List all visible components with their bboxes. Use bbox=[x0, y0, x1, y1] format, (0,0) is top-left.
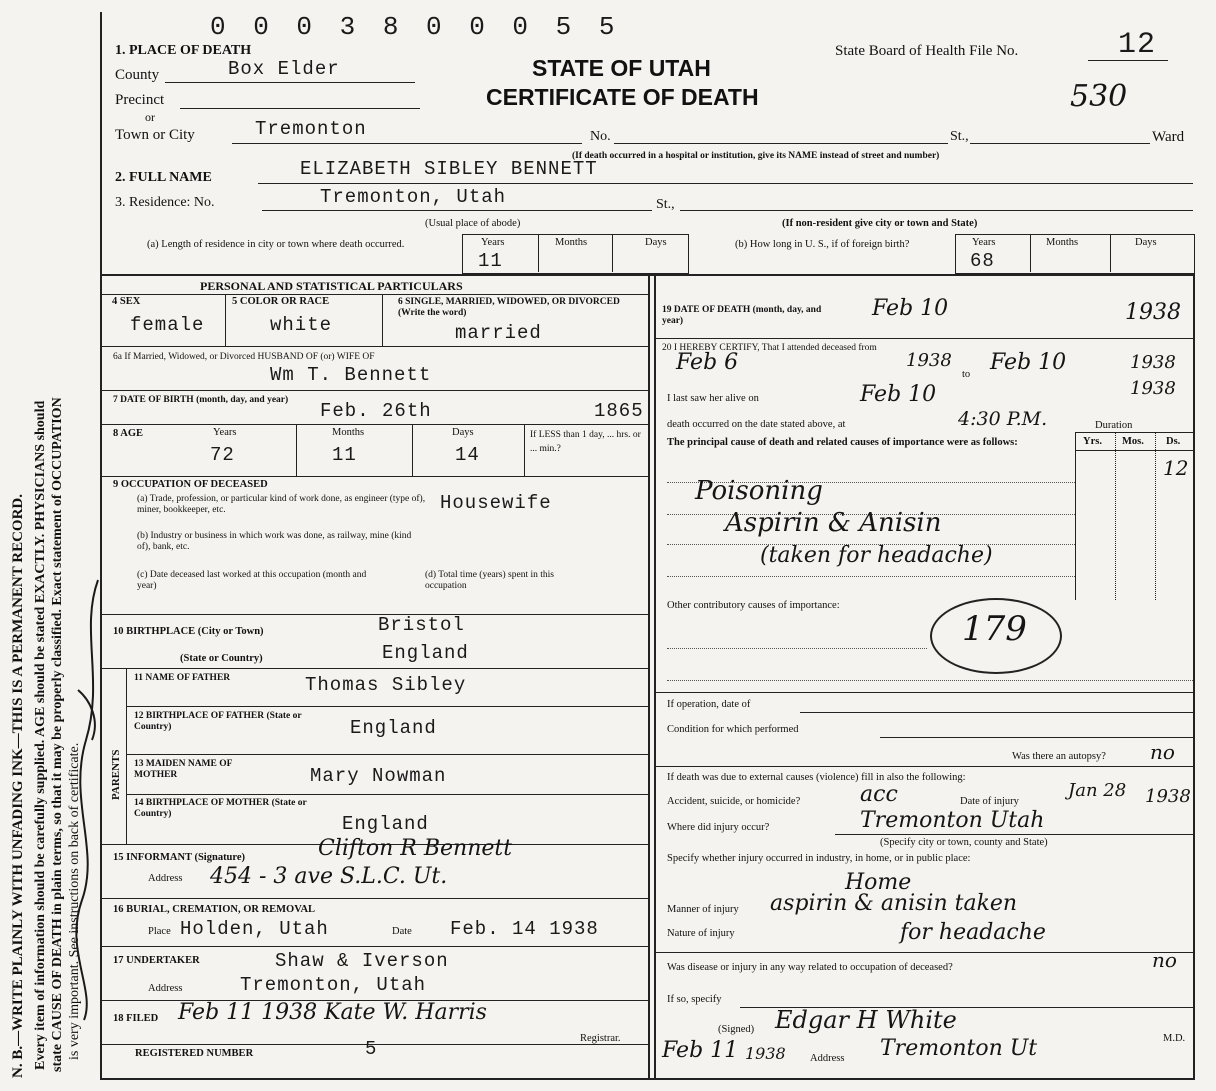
less-than-day-label: If LESS than 1 day, ... hrs. or ... min.? bbox=[530, 430, 641, 454]
where-injury: Tremonton Utah bbox=[860, 808, 1045, 833]
town-label: Town or City bbox=[115, 127, 195, 143]
age-months-label: Months bbox=[332, 427, 365, 438]
margin-nb-text: N. B.—WRITE PLAINLY WITH UNFADING INK—THIS IS A PERMANENT RECORD. bbox=[10, 494, 26, 1078]
duration-days: 12 bbox=[1163, 456, 1189, 480]
burial-date: Feb. 14 1938 bbox=[450, 918, 599, 940]
years-label: Years bbox=[972, 237, 996, 248]
nature-label: Nature of injury bbox=[667, 928, 735, 939]
age-years-label: Years bbox=[213, 427, 237, 438]
yrs-label: Yrs. bbox=[1083, 436, 1102, 447]
cause-3: (taken for headache) bbox=[760, 543, 993, 568]
nonresident-note: (If non-resident give city or town and State) bbox=[782, 218, 978, 229]
informant-address: 454 - 3 ave S.L.C. Ut. bbox=[210, 864, 448, 889]
cause-2: Aspirin & Anisin bbox=[725, 508, 942, 538]
hospital-note: (If death occurred in a hospital or institution, give its NAME instead of street and number) bbox=[572, 151, 940, 161]
months-label: Months bbox=[1046, 237, 1079, 248]
state-country-label: (State or Country) bbox=[180, 653, 263, 664]
attended-from: Feb 6 bbox=[676, 350, 739, 375]
stamp-number: 530 bbox=[1070, 79, 1128, 114]
undertaker-label: 17 UNDERTAKER bbox=[113, 955, 200, 966]
burial-date-label: Date bbox=[392, 926, 412, 937]
external-causes-label: If death was due to external causes (violence) fill in also the following: bbox=[667, 772, 966, 783]
to-year: 1938 bbox=[1130, 352, 1176, 373]
dob-value: Feb. 26th bbox=[320, 400, 432, 422]
full-name-value: ELIZABETH SIBLEY BENNETT bbox=[300, 158, 598, 180]
town-value: Tremonton bbox=[255, 118, 367, 140]
occupation-related: no bbox=[1152, 948, 1177, 972]
circle-number: 179 bbox=[962, 609, 1027, 649]
attended-to: Feb 10 bbox=[990, 350, 1067, 375]
last-saw-label: I last saw her alive on bbox=[667, 393, 759, 404]
ds-label: Ds. bbox=[1166, 436, 1181, 447]
residence-label: 3. Residence: No. bbox=[115, 195, 215, 210]
age-label: 8 AGE bbox=[113, 428, 144, 439]
personal-header: PERSONAL AND STATISTICAL PARTICULARS bbox=[200, 279, 463, 293]
burial-label: 16 BURIAL, CREMATION, OR REMOVAL bbox=[113, 904, 316, 915]
residence-value: Tremonton, Utah bbox=[320, 186, 507, 208]
months-label: Months bbox=[555, 237, 588, 248]
burial-place-label: Place bbox=[148, 926, 171, 937]
years-label: Years bbox=[481, 237, 505, 248]
date-of-death: Feb 10 bbox=[872, 296, 949, 321]
precinct-label: Precinct bbox=[115, 92, 165, 108]
residence-length-label: (a) Length of residence in city or town where death occurred. bbox=[147, 239, 405, 250]
injury-year: 1938 bbox=[1145, 786, 1191, 807]
mos-label: Mos. bbox=[1122, 436, 1144, 447]
registered-number: 5 bbox=[365, 1038, 378, 1060]
file-number: 12 bbox=[1118, 28, 1157, 62]
signature-year: 1938 bbox=[745, 1044, 786, 1063]
burial-place: Holden, Utah bbox=[180, 918, 329, 940]
informant-address-label: Address bbox=[148, 873, 183, 884]
color-value: white bbox=[270, 314, 333, 336]
occupation-value: Housewife bbox=[440, 492, 552, 514]
age-days: 14 bbox=[455, 444, 480, 466]
father-birthplace: England bbox=[350, 717, 437, 739]
cause-label: The principal cause of death and related causes of importance were as follows: bbox=[667, 437, 1018, 448]
signed-label: (Signed) bbox=[718, 1024, 755, 1035]
date-of-death-label: 19 DATE OF DEATH (month, day, and year) bbox=[662, 305, 822, 326]
manner-value: aspirin & anisin taken bbox=[770, 891, 1018, 916]
last-saw-date: Feb 10 bbox=[860, 382, 937, 407]
nature-value: for headache bbox=[900, 920, 1046, 945]
where-note: (Specify city or town, county and State) bbox=[880, 837, 1048, 848]
margin-instruction-line: Every item of information should be carefully supplied. AGE should be stated EXACTLY. PHYSICIANS should bbox=[33, 400, 48, 1070]
color-label: 5 COLOR OR RACE bbox=[232, 296, 330, 307]
no-label: No. bbox=[590, 129, 611, 144]
occupation-a-label: (a) Trade, profession, or particular kind of work done, as engineer (type of), miner, bookkeeper, etc. bbox=[137, 494, 426, 515]
mother-birthplace-label: 14 BIRTHPLACE OF MOTHER (State or Country) bbox=[134, 798, 307, 819]
age-years: 72 bbox=[210, 444, 235, 466]
marital-value: married bbox=[455, 322, 542, 344]
cause-1: Poisoning bbox=[695, 476, 823, 506]
md-label: M.D. bbox=[1163, 1033, 1186, 1044]
from-year: 1938 bbox=[906, 350, 952, 371]
if-so-label: If so, specify bbox=[667, 994, 722, 1005]
condition-label: Condition for which performed bbox=[667, 724, 799, 735]
certify-label: 20 I HEREBY CERTIFY, That I attended deceased from bbox=[662, 343, 877, 353]
residence-st-label: St., bbox=[656, 197, 675, 212]
informant-label: 15 INFORMANT (Signature) bbox=[113, 852, 246, 863]
dob-label: 7 DATE OF BIRTH (month, day, and year) bbox=[113, 395, 289, 405]
filed-label: 18 FILED bbox=[113, 1013, 159, 1024]
to-label: to bbox=[962, 369, 971, 380]
or-label: or bbox=[145, 110, 155, 124]
occupation-label: 9 OCCUPATION OF DECEASED bbox=[113, 479, 268, 490]
physician-signature: Edgar H White bbox=[775, 1006, 957, 1034]
spouse-value: Wm T. Bennett bbox=[270, 364, 432, 386]
registrar-label: Registrar. bbox=[580, 1033, 621, 1044]
occupation-b-label: (b) Industry or business in which work was done, as railway, mine (kind of), bank, etc. bbox=[137, 531, 412, 552]
death-occurred-label: death occurred on the date stated above, at bbox=[667, 419, 846, 430]
duration-label: Duration bbox=[1095, 420, 1133, 431]
injury-date: Jan 28 bbox=[1068, 780, 1127, 801]
days-label: Days bbox=[645, 237, 667, 248]
injury-date-label: Date of injury bbox=[960, 796, 1019, 807]
full-name-label: 2. FULL NAME bbox=[115, 170, 212, 185]
registered-number-label: REGISTERED NUMBER bbox=[135, 1048, 254, 1059]
county-label: County bbox=[115, 67, 160, 83]
father-birthplace-label: 12 BIRTHPLACE OF FATHER (State or Country) bbox=[134, 711, 302, 732]
spouse-label: 6a If Married, Widowed, or Divorced HUSBAND OF (or) WIFE OF bbox=[113, 352, 375, 362]
document-number: 0 0 0 3 8 0 0 0 5 5 bbox=[210, 12, 621, 42]
us-years: 68 bbox=[970, 250, 995, 272]
county-value: Box Elder bbox=[228, 58, 340, 80]
margin-instruction-line: is very important. See instructions on back of certificate. bbox=[67, 742, 82, 1060]
marital-label: 6 SINGLE, MARRIED, WIDOWED, OR DIVORCED (Write the word) bbox=[398, 297, 620, 318]
filed-signature: Feb 11 1938 Kate W. Harris bbox=[178, 1000, 487, 1025]
us-length-label: (b) How long in U. S., if of foreign birth? bbox=[735, 239, 910, 250]
dob-year: 1865 bbox=[594, 400, 644, 422]
undertaker-address: Tremonton, Utah bbox=[240, 974, 427, 996]
column-divider bbox=[648, 274, 656, 1080]
margin-instruction-line: state CAUSE OF DEATH in plain terms, so that it may be properly classified. Exact statement of OCCUPATION bbox=[50, 397, 65, 1072]
mother-birthplace: England bbox=[342, 813, 429, 835]
specify-injury-label: Specify whether injury occurred in industry, in home, or in public place: bbox=[667, 853, 971, 864]
parents-label: PARENTS bbox=[110, 749, 122, 800]
manner-label: Manner of injury bbox=[667, 904, 739, 915]
father-value: Thomas Sibley bbox=[305, 674, 467, 696]
birthplace-city: Bristol bbox=[378, 614, 465, 636]
sex-label: 4 SEX bbox=[112, 296, 141, 307]
age-days-label: Days bbox=[452, 427, 474, 438]
informant-signature: Clifton R Bennett bbox=[318, 836, 513, 861]
autopsy-label: Was there an autopsy? bbox=[1012, 751, 1106, 762]
mother-value: Mary Nowman bbox=[310, 765, 447, 787]
physician-address-label: Address bbox=[810, 1053, 845, 1064]
abode-note: (Usual place of abode) bbox=[425, 218, 521, 229]
autopsy-value: no bbox=[1150, 740, 1175, 764]
operation-label: If operation, date of bbox=[667, 699, 751, 710]
where-injury-label: Where did injury occur? bbox=[667, 822, 770, 833]
other-causes-label: Other contributory causes of importance: bbox=[667, 600, 840, 611]
board-file-label: State Board of Health File No. bbox=[835, 43, 1019, 59]
birthplace-label: 10 BIRTHPLACE (City or Town) bbox=[113, 626, 264, 637]
time-of-death: 4:30 P.M. bbox=[958, 408, 1048, 430]
state-title: STATE OF UTAH bbox=[532, 55, 711, 81]
undertaker-address-label: Address bbox=[148, 983, 183, 994]
signature-date: Feb 11 bbox=[662, 1038, 739, 1063]
mother-label: 13 MAIDEN NAME OF MOTHER bbox=[134, 759, 233, 780]
death-year: 1938 bbox=[1125, 300, 1181, 325]
father-label: 11 NAME OF FATHER bbox=[134, 673, 231, 683]
occupation-d-label: (d) Total time (years) spent in this occupation bbox=[425, 570, 554, 591]
specify-injury: Home bbox=[845, 870, 912, 895]
sex-value: female bbox=[130, 314, 205, 336]
occupation-related-label: Was disease or injury in any way related to occupation of deceased? bbox=[667, 962, 953, 973]
accident-label: Accident, suicide, or homicide? bbox=[667, 796, 801, 807]
age-months: 11 bbox=[332, 444, 357, 466]
place-of-death-label: 1. PLACE OF DEATH bbox=[115, 43, 252, 58]
certificate-title: CERTIFICATE OF DEATH bbox=[486, 84, 759, 110]
physician-address: Tremonton Ut bbox=[880, 1036, 1038, 1061]
last-saw-year: 1938 bbox=[1130, 378, 1176, 399]
occupation-c-label: (c) Date deceased last worked at this occupation (month and year) bbox=[137, 570, 367, 591]
birthplace-country: England bbox=[382, 642, 469, 664]
ward-label: Ward bbox=[1152, 129, 1185, 145]
accident-value: acc bbox=[860, 782, 898, 807]
undertaker-value: Shaw & Iverson bbox=[275, 950, 449, 972]
days-label: Days bbox=[1135, 237, 1157, 248]
st-label: St., bbox=[950, 129, 969, 144]
residence-years: 11 bbox=[478, 250, 503, 272]
